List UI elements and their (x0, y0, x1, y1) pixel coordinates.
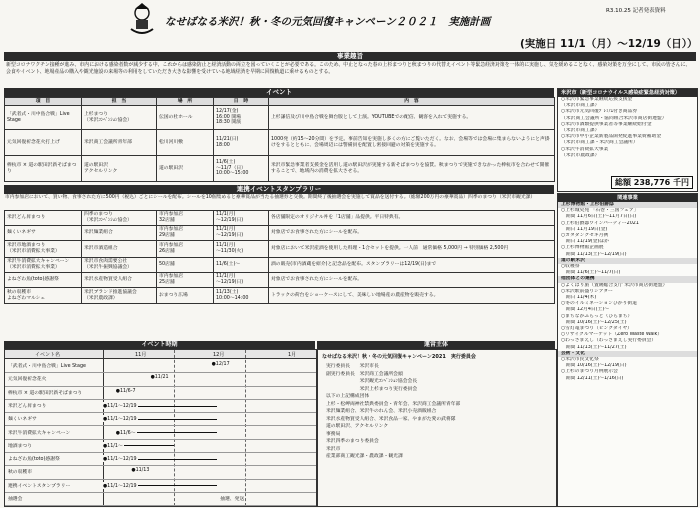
table-row (5, 452, 316, 466)
organizer-line: 以下の上記構成団体 (326, 394, 370, 399)
timeline-heading: イベント時期 (4, 341, 315, 349)
econ-item: ○米沢牛消費拡大事業 (561, 146, 609, 152)
stamp-date: 11/6(土)～ (214, 258, 269, 273)
stamp-content: 対象店でお食事された方にシールを配布。 (269, 226, 555, 241)
list-item: ○米沢市民文化祭 (561, 357, 599, 363)
organizer-line: 米沢上杉まつり実行委員会 (326, 386, 418, 392)
table-row (5, 130, 555, 156)
list-item: ○よくばり旅（置賜総合支庁 米沢市商店街連盟） (561, 282, 668, 288)
table-row (5, 372, 316, 386)
list-item: 期間 11/6(土)～11/7(日) (561, 270, 621, 276)
list-item: 期間 11/13(土)～11/27(土) (561, 344, 627, 350)
econ-item: ○米沢市中小企業新製品開発促進事業費補助金 (561, 134, 662, 140)
stamp-content: 酒の販売(市内酒蔵を紹介)と記念品を配布。スタンプラリーは12/19(日)まで (269, 258, 555, 273)
event-owner: 道の駅田沢 アクセルリンク (82, 156, 157, 182)
table-row (5, 359, 316, 373)
event-content: 上杉謙信及び川中島合戦を舞台版として上演。YOUTUBEでの配信、観客を入れて実施する。 (269, 106, 555, 130)
event-name: 元気回復祈念花火打上げ (5, 130, 82, 156)
event-date: 11/21(日) 18:00 (214, 130, 269, 156)
timeline-label: ●11/13 (131, 468, 150, 474)
related-list-arts (558, 357, 697, 382)
organizer-line: 上杉・松岬両神社禁典委員会・青年会、米沢商工会議所青年部 (326, 401, 461, 407)
econ-item: ○米沢市酒類提供事業者等事業継続給付金 (561, 121, 652, 127)
econ-item: ○米沢市緊急事業継続応援支援金 (561, 97, 633, 102)
timeline-label: ●11/21 (150, 375, 169, 381)
table-row (5, 399, 316, 413)
econ-item: （米沢市商工課） (561, 103, 600, 109)
stamp-content: 各店舗限定のオリジナル丼を「1店舗」品提供。平日特典有。 (269, 211, 555, 226)
related-list-michinoeki (558, 264, 697, 276)
timeline-event-name: 麺くいネギサ (8, 417, 37, 423)
tl-head-jan: 1月 (288, 352, 297, 358)
table-row (5, 412, 316, 426)
events-heading: イベント (4, 88, 554, 97)
col-content: 内 容 (269, 98, 555, 106)
timeline-label: ●11/1～12/19 (103, 483, 137, 489)
event-date: 12/17(金) 16:00 開場 18:30 開演 (214, 106, 269, 130)
table-row (5, 273, 555, 288)
table-row (5, 492, 316, 506)
timeline-label: ●11/6-7 (115, 388, 136, 394)
list-item: ○上杉城史苑 「石巻・三国フェア」 (561, 208, 639, 214)
mascot-logo (128, 3, 156, 37)
timeline-event-name: 「武者式・川中島合戦」Live Stage (8, 364, 86, 369)
organizer-line: 副実行委員長 米沢商工会議所会頭 (326, 371, 403, 377)
timeline-label: ●11/1～12/19 (103, 417, 137, 423)
timeline-label: ●11/1～12/19 (103, 457, 137, 463)
event-name: 「武者式・川中島合戦」Live Stage (5, 106, 82, 130)
event-date: 11/6(土) ～11/7（日） 10:00～15:00 (214, 156, 269, 182)
econ-list (558, 97, 697, 159)
col-owner: 担 当 (82, 98, 157, 106)
timeline-event-name: 抽選会 (8, 497, 23, 502)
timeline-label: ●11/1～12/19 (103, 403, 137, 409)
event-owner: 米沢商工会議所青年部 (82, 130, 157, 156)
stamp-date: 11/1(月) ～12/19(日) (214, 226, 269, 241)
col-place: 場 所 (157, 98, 214, 106)
table-row (5, 426, 316, 440)
table-row (5, 241, 555, 258)
related-sub-museum: 上杉博物館・上杉伯爵邸 (558, 202, 697, 208)
stamp-owner: 米沢市酒造組合 (82, 241, 157, 258)
stamp-place: 50店舗 (157, 258, 214, 273)
list-item: 期日 11/19(金)ほか (561, 239, 609, 245)
table-row (5, 226, 555, 241)
stamp-place: 市内参加店 29店舗 (157, 226, 214, 241)
list-item: 期間 10/16(土)～12/19(日) (561, 363, 627, 369)
timeline-event-name: 秋の収穫市 (8, 470, 32, 476)
econ-item: （米沢市商工課） (561, 128, 600, 134)
list-item: ○米沢駅前盛りシアター (561, 288, 613, 294)
list-item: 期間 10/16(土)～12/25(土) (561, 319, 627, 325)
organizer-box (317, 349, 557, 507)
tl-head-dec: 12月 (213, 352, 225, 358)
stamp-owner: 米沢水産物買受人組合 (82, 273, 157, 288)
timeline-event-name: 地酒まつり (8, 443, 32, 449)
stamp-name: 米沢牛消費拡大キャンペーン （米沢市消費拡大事業） (5, 258, 82, 273)
summary-text: 新型コロナワクチン接種が進み、市内における感染者数が減少する中、これからは感染防止と経済活動の両立を図っていくことが必要である。このため、中止となった春の上杉まつりと秋まつりの代替えイベント等緊急経済対策を一体的に実施し、気を緩めることなく、感染対策を万全にして、市民の皆さんに、会食やイベント、地場産品の購入や観光施設の来場等の利用をしていただき大きな影響を受けている地域経済を早期に回復軌道に乗せるものとする。 (6, 62, 691, 75)
related-list-partners (558, 283, 697, 351)
stamp-place: おまつり広場 (157, 288, 214, 304)
list-item: 期日 11月19日(金) (561, 226, 608, 232)
table-row (5, 156, 555, 182)
organizer-heading: 運営主体 (317, 341, 555, 349)
related-box (557, 193, 698, 507)
table-row (5, 288, 555, 304)
table-row (5, 465, 316, 479)
list-item: 期間 11月6日(土)～11月7日(日) (561, 214, 637, 220)
page-title: なせばなる米沢！秋・冬の元気回復キャンペーン２０２１ 実施計画 (165, 16, 491, 28)
stamp-table (4, 210, 555, 304)
related-heading: 関連事業 (558, 194, 697, 202)
events-table (4, 97, 555, 182)
tl-head-name: イベント名 (35, 352, 61, 358)
organizer-line: 米沢観光ｺﾝﾍﾞﾝｼｮﾝ協会会長 (326, 379, 418, 384)
related-sub-arts: 芸術・文化 (558, 351, 697, 357)
tl-head-nov: 11月 (135, 352, 147, 358)
econ-total: 総額 238,776 千円 (611, 176, 693, 189)
timeline-label: 抽選、発送 (220, 497, 245, 502)
related-list-museum (558, 208, 697, 258)
organizer-title: なせばなる米沢！秋・冬の元気回復キャンペーン2021 実行委員会 (322, 354, 476, 360)
econ-item: （米沢市商工課・米沢商工会議所） (561, 140, 638, 146)
timeline-event-name: 米沢牛消費拡大キャンペーン (8, 430, 71, 436)
event-place: 伝国の杜ホール (157, 106, 214, 130)
event-content: 1000発（約15～20分間）を予定。事前告知を実施し多くの方にご覧いただく。なお、会場等では会場に集まらないようにと声掛けをするとともに、会場周辺には警備員を配置し密接回避の対策を実施する。 (269, 130, 555, 156)
summary-heading: 事業趣旨 (4, 52, 696, 61)
timeline-event-name: 連携イベントスタンプラリー (8, 483, 71, 489)
timeline-chart (4, 349, 317, 507)
list-item: ○まちなかふらっと（ひらまち） (561, 313, 633, 319)
organizer-lines (318, 363, 556, 461)
list-item: 期間 11/13(土)～12/19(日) (561, 251, 627, 257)
stamp-date: 11/1(月) ～12/19(日) (214, 273, 269, 288)
econ-item: （米沢市農政課） (561, 152, 600, 158)
list-item: 期間 12/11(土)～1/16(日) (561, 375, 624, 381)
stamp-date: 11/13(土) 10:00～14:00 (214, 288, 269, 304)
organizer-line: 米沢市 (326, 446, 341, 452)
stamp-name: よねざわ魚(toto)感謝祭 (5, 273, 82, 288)
stamp-place: 市内参加店 25店舗 (157, 273, 214, 288)
timeline-event-name: 棒杭市 × 道の駅田沢新そばまつり (8, 390, 83, 396)
econ-heading: 米沢市（新型コロナウイルス感染症緊急経済対策） (558, 89, 697, 97)
stamp-content: トラックの荷台をショーケースにして、美味しい地場産の農産物を販売する。 (269, 288, 555, 304)
list-item: ○上杉伯爵邸ワインバーティー2021 (561, 220, 639, 226)
table-row (5, 386, 316, 400)
col-date: 日 時 (214, 98, 269, 106)
stamp-date: 11/1(月) ～11/30(火) (214, 241, 269, 258)
timeline-event-name: 元気回復祈念花火 (8, 377, 47, 383)
organizer-line: 産業部商工観光課・農政課・観光課 (326, 454, 403, 459)
organizer-line: 米沢四季のまつり委員会 (326, 439, 379, 444)
stamp-heading: 連携イベントスタンプラリー (4, 185, 554, 194)
econ-item: （米沢商工会議所・協同組合米沢市商店街連盟） (561, 115, 667, 121)
stamp-text: 市内参加店において、買い物、食事された方に500円（税込）ごとにシールを配布。シールを10個集めると豪華賞品が当たる抽選券と交換。期間終了後抽選会を実施して賞品を送付する。（総額200万円の豪華賞品）四季のまつり（米沢市観光課） (5, 195, 536, 200)
event-place: 道の駅田沢 (157, 156, 214, 182)
period-label: (実施日 11/1（月）～12/19（日）） (520, 38, 698, 50)
timeline-label: ●11/6～ (115, 430, 136, 436)
stamp-date: 11/1(月) ～12/19(日) (214, 211, 269, 226)
organizer-line: 米沢麺業組合、米沢牛のれん会、米沢小売酒販組合 (326, 409, 437, 414)
stamp-name: 秋の収穫市 よねざわマルシェ (5, 288, 82, 304)
list-item: ○上杉博物館企画展 (561, 245, 604, 251)
list-item: ○冬のイルミネーションひかり街道 (561, 301, 637, 307)
event-content: 米沢市緊急事業者支援金を活用し道の駅田沢が実施する新そばまつりを協賛。秋まつりで実施できなかった棒杭市を合わせて開催することで、地域内の消費を拡大させる。 (269, 156, 555, 182)
list-item: ○カタダンクセキ月例 (561, 233, 609, 239)
list-item: ○リサイクルマーケット（Zero Waste Walk） (561, 332, 663, 338)
press-date: R3.10.25 記者発表資料 (606, 8, 666, 14)
stamp-name: 麺くいネギサ (5, 226, 82, 241)
stamp-owner: 米沢ブランド推進協議会 （米沢農政課） (82, 288, 157, 304)
timeline-label: ●12/17 (211, 362, 230, 367)
table-row (5, 479, 316, 493)
organizer-line: 事務局 (326, 431, 341, 437)
econ-item: ○米沢市元気回復ﾌﾟﾚﾐｱﾑ付き商品券 (561, 109, 638, 115)
table-row (5, 106, 555, 130)
list-item: 期間 12月4日(土)～ (561, 307, 610, 313)
related-sub-michinoeki: 道の駅米沢 (558, 258, 697, 264)
stamp-name: 米沢市地酒まつり （米沢市消費拡大事業） (5, 241, 82, 258)
list-item: ○雪灯篭まつり（ピンクダイヤ） (561, 326, 633, 332)
organizer-line: 米沢水産物買受人組合、米沢食品一家、やまがた愛の武将隊 (326, 416, 456, 422)
event-place: 松川河川敷 (157, 130, 214, 156)
list-item: ○収穫祭 (561, 264, 580, 270)
organizer-line: 道の駅田沢、アクセルリンク (326, 424, 389, 429)
stamp-content: 対象店において米沢産酒を使用した料理・1合セットを提供。一人前 通常価格 5,000円 → 特別価格 2,500円 (269, 241, 555, 258)
stamp-owner: 米沢麺業組合 (82, 226, 157, 241)
stamp-owner: 四季のまつり （米沢ｺﾝﾍﾞﾝｼｮﾝ協会） (82, 211, 157, 226)
stamp-place: 市内参加店 26店舗 (157, 241, 214, 258)
stamp-content: 対象店でお食事された方にシールを配布。 (269, 273, 555, 288)
econ-box (557, 88, 698, 192)
list-item: 期日 11/4(木) (561, 295, 597, 301)
list-item: ○わっさまえし（わっさまえし実行委員会） (561, 338, 657, 344)
event-name: 棒杭市 × 道の駅田沢新そばまつり (5, 156, 82, 182)
list-item: ○上杉のまつり月例展示会 (561, 369, 618, 375)
stamp-owner: 米沢市食肉需要公社 （米沢牛振興協議会） (82, 258, 157, 273)
timeline-event-name: よねざわ魚(toto)感謝祭 (8, 457, 60, 463)
table-row (5, 211, 555, 226)
stamp-place: 市内参加店 32店舗 (157, 211, 214, 226)
organizer-line: 実行委員長 米沢市長 (326, 364, 379, 369)
table-row (5, 439, 316, 453)
event-owner: 上杉まつり （米沢ｺﾝﾍﾞﾝｼｮﾝ協会） (82, 106, 157, 130)
table-row (5, 258, 555, 273)
timeline-event-name: 米沢どん昇まつり (8, 403, 47, 409)
related-sub-partners: 他団体との連携 (558, 276, 697, 282)
timeline-label: ●11/1～ (103, 443, 123, 449)
col-item: 項 目 (5, 98, 82, 106)
stamp-name: 米沢どん昇まつり (5, 211, 82, 226)
